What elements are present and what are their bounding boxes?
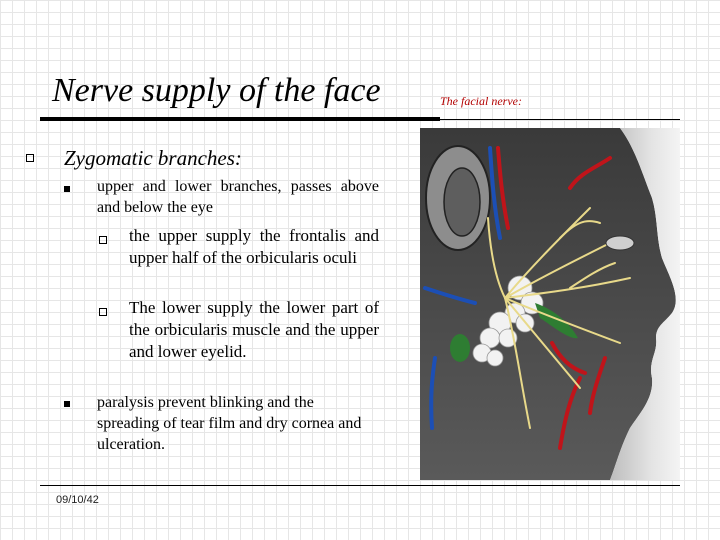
filled-square-bullet-icon — [64, 401, 70, 407]
title-underline-thin — [440, 119, 680, 120]
hollow-square-bullet-icon — [99, 308, 107, 316]
ear-inner-shape — [444, 168, 480, 236]
bullet-text-lower-supply: The lower supply the lower part of the orbicularis muscle and the upper and lower eyelid. — [129, 298, 379, 361]
slide-date: 09/10/42 — [56, 494, 99, 506]
facial-nerve-illustration — [420, 128, 680, 480]
image-caption: The facial nerve: — [440, 94, 522, 108]
slide-title: Nerve supply of the face — [52, 72, 381, 109]
section-heading: Zygomatic branches: — [64, 146, 242, 170]
muscle-shape — [450, 334, 470, 362]
bullet-text-upper-supply: the upper supply the frontalis and upper half of the orbicularis oculi — [129, 226, 379, 267]
hollow-square-bullet-icon — [99, 236, 107, 244]
bullet-text-branches: upper and lower branches, passes above and below the eye — [97, 178, 379, 216]
eye-shape — [606, 236, 634, 250]
hollow-square-bullet-icon — [26, 154, 34, 162]
filled-square-bullet-icon — [64, 186, 70, 192]
footer-rule — [40, 485, 680, 486]
bullet-text-paralysis: paralysis prevent blinking and the spreading of tear film and dry cornea and ulceration. — [97, 394, 362, 453]
title-underline-thick — [40, 117, 440, 121]
